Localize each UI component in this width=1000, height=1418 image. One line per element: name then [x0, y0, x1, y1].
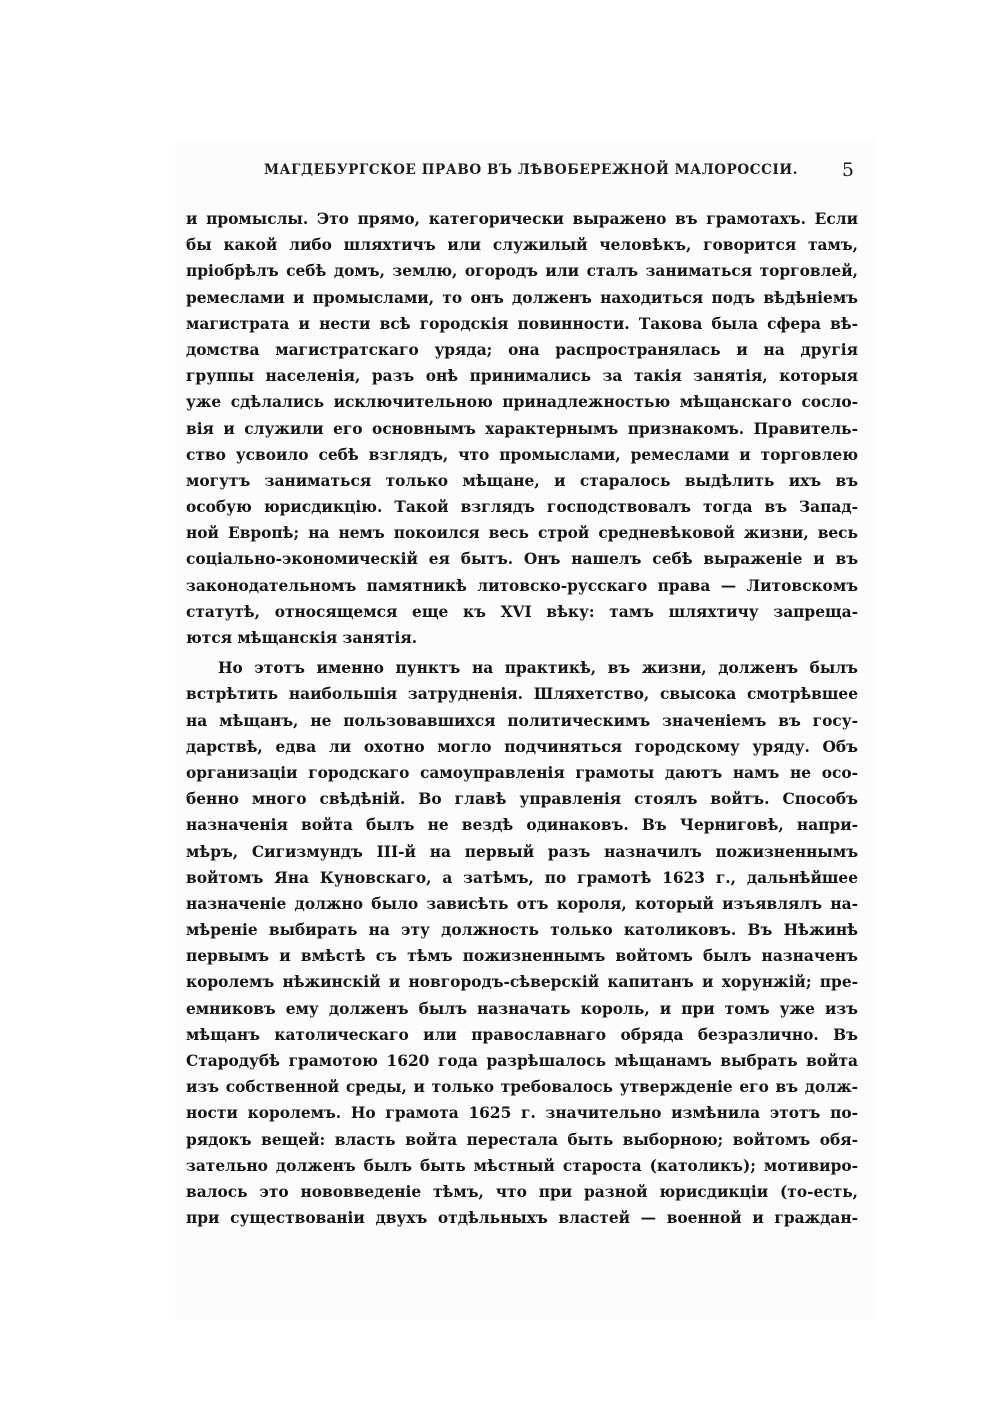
text-line: могутъ заниматься только мѣщане, и старалось выдѣлить ихъ въ	[186, 471, 858, 490]
text-line: организаціи городскаго самоуправленія грамоты даютъ намъ не осо-	[186, 763, 858, 782]
text-line: законодательномъ памятникѣ литовско-русскаго права — Литовскомъ	[186, 576, 858, 595]
page-header	[186, 160, 858, 186]
text-line: при существованіи двухъ отдѣльныхъ властей — военной и граждан-	[186, 1209, 858, 1228]
text-line: и промыслы. Это прямо, категорически выражено въ грамотахъ. Если	[186, 210, 858, 228]
text-line: уже сдѣлались исключительною принадлежностью мѣщанскаго сосло-	[186, 393, 858, 412]
text-line: королемъ нѣжинскій и новгородъ-сѣверскій капитанъ и хорунжій; пре-	[186, 973, 858, 992]
text-line: емниковъ ему долженъ былъ назначать король, и при томъ уже изъ	[186, 999, 858, 1018]
text-line: Стародубѣ грамотою 1620 года разрѣшалось мѣщанамъ выбрать войта	[186, 1052, 858, 1070]
text-line: ство усвоило себѣ взглядъ, что промыслами, ремеслами и торговлею	[186, 445, 858, 464]
text-line: мѣщанъ католическаго или православнаго обряда безразлично. Въ	[186, 1025, 858, 1044]
text-line: Но этотъ именно пунктъ на практикѣ, въ жизни, долженъ былъ	[218, 659, 858, 678]
paragraph-1	[186, 206, 858, 651]
text-line: ются мѣщанскія занятія.	[186, 629, 418, 647]
text-line: первымъ и вмѣстѣ съ тѣмъ пожизненнымъ войтомъ былъ назначенъ	[186, 947, 858, 966]
text-line: пріобрѣлъ себѣ домъ, землю, огородъ или сталъ заниматься торговлей,	[186, 262, 858, 281]
body-text	[186, 206, 858, 1231]
text-line: валось это нововведеніе тѣмъ, что при разной юрисдикціи (то-есть,	[186, 1182, 858, 1201]
text-line: бы какой либо шляхтичъ или служилый человѣкъ, говорится тамъ,	[186, 236, 858, 255]
text-line: дарствѣ, едва ли охотно могло подчиняться городскому уряду. Объ	[186, 737, 858, 756]
page-number: 5	[841, 159, 854, 181]
text-line: домства магистратскаго уряда; она распространялась и на другія	[186, 340, 858, 359]
text-line: соціально-экономическій ея бытъ. Онъ нашелъ себѣ выраженіе и въ	[186, 550, 858, 569]
text-line: мѣреніе выбирать на эту должность только католиковъ. Въ Нѣжинѣ	[186, 921, 858, 940]
text-line: назначенія войта былъ не вездѣ одинаковъ. Въ Черниговѣ, напри-	[186, 816, 858, 835]
text-line: вія и служили его основнымъ характернымъ признакомъ. Правитель-	[186, 419, 858, 438]
text-line: ремеслами и промыслами, то онъ долженъ находиться подъ вѣдѣніемъ	[186, 288, 858, 307]
text-line: встрѣтить наибольшія затрудненія. Шляхетство, свысока смотрѣвшее	[186, 685, 858, 704]
running-title: МАГДЕБУРГСКОЕ ПРАВО ВЪ ЛѢВОБЕРЕЖНОЙ МАЛОРОССІИ.	[264, 162, 799, 178]
text-line: рядокъ вещей: власть войта перестала быть выборною; войтомъ обя-	[186, 1130, 858, 1149]
text-line: бенно много свѣдѣній. Во главѣ управленія стоялъ войтъ. Способъ	[186, 790, 858, 809]
text-line: особую юрисдикцію. Такой взглядъ господствовалъ тогда въ Запад-	[186, 498, 858, 517]
text-line: войтомъ Яна Куновскаго, а затѣмъ, по грамотѣ 1623 г., дальнѣйшее	[186, 868, 858, 887]
text-line: изъ собственной среды, и только требовалось утвержденіе его въ долж-	[186, 1078, 858, 1097]
paragraph-2	[186, 655, 858, 1231]
text-line: зательно долженъ былъ быть мѣстный староста (католикъ); мотивиро-	[186, 1156, 858, 1175]
text-line: магистрата и нести всѣ городскія повинности. Такова была сфера вѣ-	[186, 314, 858, 333]
text-line: ности королемъ. Но грамота 1625 г. значительно измѣнила этотъ по-	[186, 1104, 858, 1123]
text-line: группы населенія, разъ онѣ принимались за такія занятія, которыя	[186, 367, 858, 386]
text-line: статутѣ, относящемся еще къ XVI вѣку: тамъ шляхтичу запреща-	[186, 602, 858, 621]
text-line: назначеніе должно было зависѣть отъ короля, который изъявлялъ на-	[186, 894, 858, 913]
text-line: ной Европѣ; на немъ покоился весь строй средневѣковой жизни, весь	[186, 524, 858, 543]
text-line: мѣръ, Сигизмундъ III-й на первый разъ назначилъ пожизненнымъ	[186, 842, 858, 861]
text-line: на мѣщанъ, не пользовавшихся политическимъ значеніемъ въ госу-	[186, 711, 858, 730]
